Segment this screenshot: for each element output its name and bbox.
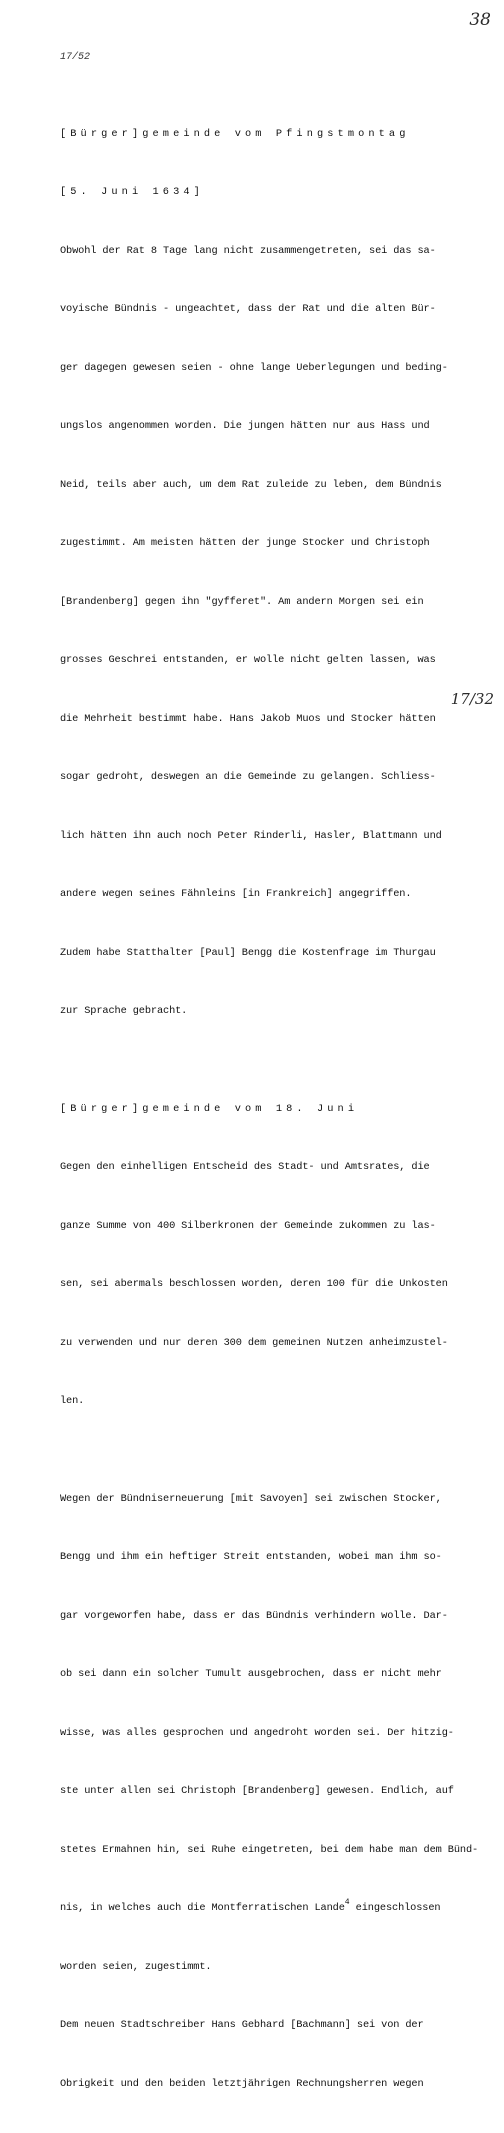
footnote-marker: 4 xyxy=(344,1898,350,1907)
section-date: [5. Juni 1634] xyxy=(60,186,204,198)
text-line: Obwohl der Rat 8 Tage lang nicht zusammengetreten, sei das sa- xyxy=(60,244,436,257)
text-fragment: nis, in welches auch die Montferratischen Lande xyxy=(60,1902,345,1914)
section-heading: [Bürger]gemeinde vom Pfingstmontag xyxy=(60,127,410,140)
text-fragment: eingeschlossen xyxy=(349,1902,441,1914)
text-line: gar vorgeworfen habe, dass er das Bündnis verhindern wolle. Dar- xyxy=(60,1609,448,1622)
text-line: lich hätten ihn auch noch Peter Rinderli, Hasler, Blattmann und xyxy=(60,829,442,842)
text-line: sen, sei abermals beschlossen worden, deren 100 für die Unkosten xyxy=(60,1278,448,1290)
text-line: Gegen den einhelligen Entscheid des Stadt- und Amtsrates, die xyxy=(60,1161,430,1173)
text-line: Wegen der Bündniserneuerung [mit Savoyen] sei zwischen Stocker, xyxy=(60,1492,442,1505)
text-line: Dem neuen Stadtschreiber Hans Gebhard [Bachmann] sei von der xyxy=(60,2019,424,2031)
text-line: Bengg und ihm ein heftiger Streit entstanden, wobei man ihm so- xyxy=(60,1551,442,1563)
text-line: die Mehrheit bestimmt habe. Hans Jakob Muos und Stocker hätten xyxy=(60,712,436,725)
text-line: voyische Bündnis - ungeachtet, dass der Rat und die alten Bür- xyxy=(60,303,436,315)
text-line: Obrigkeit und den beiden letztjährigen Rechnungsherren wegen xyxy=(60,2077,424,2090)
text-line: zu verwenden und nur deren 300 dem gemeinen Nutzen anheimzustel- xyxy=(60,1336,448,1349)
text-line: grosses Geschrei entstanden, er wolle nicht gelten lassen, was xyxy=(60,654,436,666)
document-reference: 17/52 xyxy=(60,52,91,63)
text-line: stetes Ermahnen hin, sei Ruhe eingetreten, bei dem habe man dem Bünd- xyxy=(60,1843,479,1856)
text-line: worden seien, zugestimmt. xyxy=(60,1960,212,1973)
text-line: ungslos angenommen worden. Die jungen hätten nur aus Hass und xyxy=(60,420,430,432)
text-line-with-footnote xyxy=(60,1899,496,1919)
text-line: Zudem habe Statthalter [Paul] Bengg die Kostenfrage im Thurgau xyxy=(60,946,436,959)
corner-annotation: 17/32 xyxy=(450,690,494,708)
document-body xyxy=(60,66,496,2133)
text-line: ganze Summe von 400 Silberkronen der Gemeinde zukommen zu las- xyxy=(60,1219,436,1232)
section-heading: [Bürger]gemeinde vom 18. Juni xyxy=(60,1102,359,1115)
text-line: [Brandenberg] gegen ihn "gyfferet". Am andern Morgen sei ein xyxy=(60,595,424,608)
text-line: sogar gedroht, deswegen an die Gemeinde zu gelangen. Schliess- xyxy=(60,771,436,783)
text-line: wisse, was alles gesprochen und angedroht worden sei. Der hitzig- xyxy=(60,1726,454,1739)
text-line: zur Sprache gebracht. xyxy=(60,1005,188,1017)
text-line: Neid, teils aber auch, um dem Rat zuleide zu leben, dem Bündnis xyxy=(60,478,442,491)
text-line: ob sei dann ein solcher Tumult ausgebrochen, dass er nicht mehr xyxy=(60,1668,442,1680)
text-line: zugestimmt. Am meisten hätten der junge Stocker und Christoph xyxy=(60,537,430,549)
text-line: len. xyxy=(60,1395,85,1407)
text-line: andere wegen seines Fähnleins [in Frankreich] angegriffen. xyxy=(60,888,412,900)
text-line: ste unter allen sei Christoph [Brandenberg] gewesen. Endlich, auf xyxy=(60,1785,454,1797)
text-line: ger dagegen gewesen seien - ohne lange Ueberlegungen und beding- xyxy=(60,361,448,374)
page-number: 38 xyxy=(469,10,491,30)
